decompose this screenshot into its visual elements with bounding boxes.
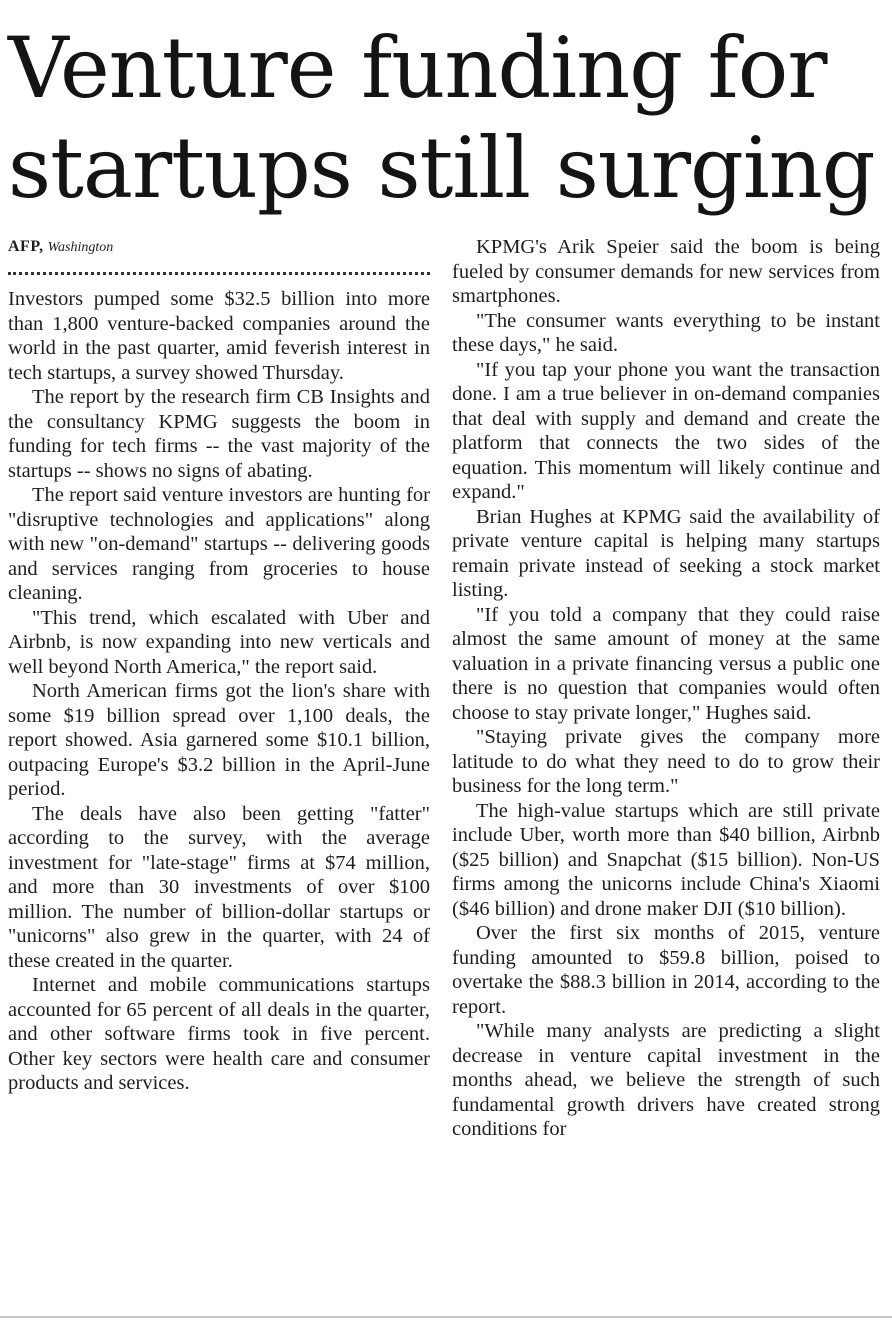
byline-location: Washington	[47, 240, 114, 255]
left-column	[8, 235, 430, 1096]
bottom-rule	[0, 1316, 892, 1318]
paragraph: "Staying private gives the company more latitude to do what they need to do to grow their business for the long term."	[452, 726, 880, 797]
paragraph: "This trend, which escalated with Uber and Airbnb, is now expanding into new verticals and well beyond North America," the report said.	[8, 606, 430, 678]
right-column	[452, 235, 880, 1142]
paragraph: The report by the research firm CB Insights and the consultancy KPMG suggests the boom in funding for tech firms -- the vast majority of the startups -- shows no signs of abating.	[8, 386, 430, 482]
headline	[8, 18, 888, 218]
byline	[8, 235, 430, 258]
paragraph: Investors pumped some $32.5 billion into more than 1,800 venture-backed companies around the world in the past quarter, amid feverish interest in tech startups, a survey showed Thursday.	[8, 288, 430, 384]
paragraph: "While many analysts are predicting a slight decrease in venture capital investment in the months ahead, we believe the strength of such fundamental growth drivers have created strong conditions for	[452, 1020, 880, 1140]
headline-line-1: Venture funding for	[8, 19, 827, 117]
paragraph: Brian Hughes at KPMG said the availability of private venture capital is helping many startups remain private instead of seeking a stock market listing.	[452, 505, 880, 601]
paragraph: Internet and mobile communications startups accounted for 65 percent of all deals in the quarter, and other software firms took in five percent. Other key sectors were health care and consumer products and services.	[8, 974, 430, 1094]
paragraph: "The consumer wants everything to be instant these days," he said.	[452, 309, 880, 356]
dotted-divider	[8, 262, 430, 275]
paragraph: North American firms got the lion's share with some $19 billion spread over 1,100 deals, the report showed. Asia garnered some $10.1 billion, outpacing Europe's $3.2 billion in the April-June period.	[8, 680, 430, 800]
paragraph: "If you told a company that they could raise almost the same amount of money at the same valuation in a private financing versus a public one there is no question that companies would often choose to stay private longer," Hughes said.	[452, 603, 880, 724]
paragraph: The high-value startups which are still private include Uber, worth more than $40 billion, Airbnb ($25 billion) and Snapchat ($15 billion). Non-US firms among the unicorns include China's Xiaomi ($46 billion) and drone maker DJI ($10 billion).	[452, 799, 880, 920]
headline-line-2: startups still surging	[8, 119, 875, 217]
paragraph: The deals have also been getting "fatter" according to the survey, with the average investment for "late-stage" firms at $74 million, and more than 30 investments of over $100 million. The number of billion-dollar startups or "unicorns" also grew in the quarter, with 24 of these created in the quarter.	[8, 802, 430, 972]
byline-agency: AFP,	[8, 238, 44, 255]
paragraph: The report said venture investors are hunting for "disruptive technologies and applications" along with new "on-demand" startups -- delivering goods and services ranging from groceries to house cleaning.	[8, 484, 430, 604]
paragraph: Over the first six months of 2015, venture funding amounted to $59.8 billion, poised to overtake the $88.3 billion in 2014, according to the report.	[452, 922, 880, 1018]
paragraph: KPMG's Arik Speier said the boom is being fueled by consumer demands for new services from smartphones.	[452, 236, 880, 307]
paragraph: "If you tap your phone you want the transaction done. I am a true believer in on-demand companies that deal with supply and demand and create the platform that connects the two sides of the equation. This momentum will likely continue and expand."	[452, 358, 880, 503]
